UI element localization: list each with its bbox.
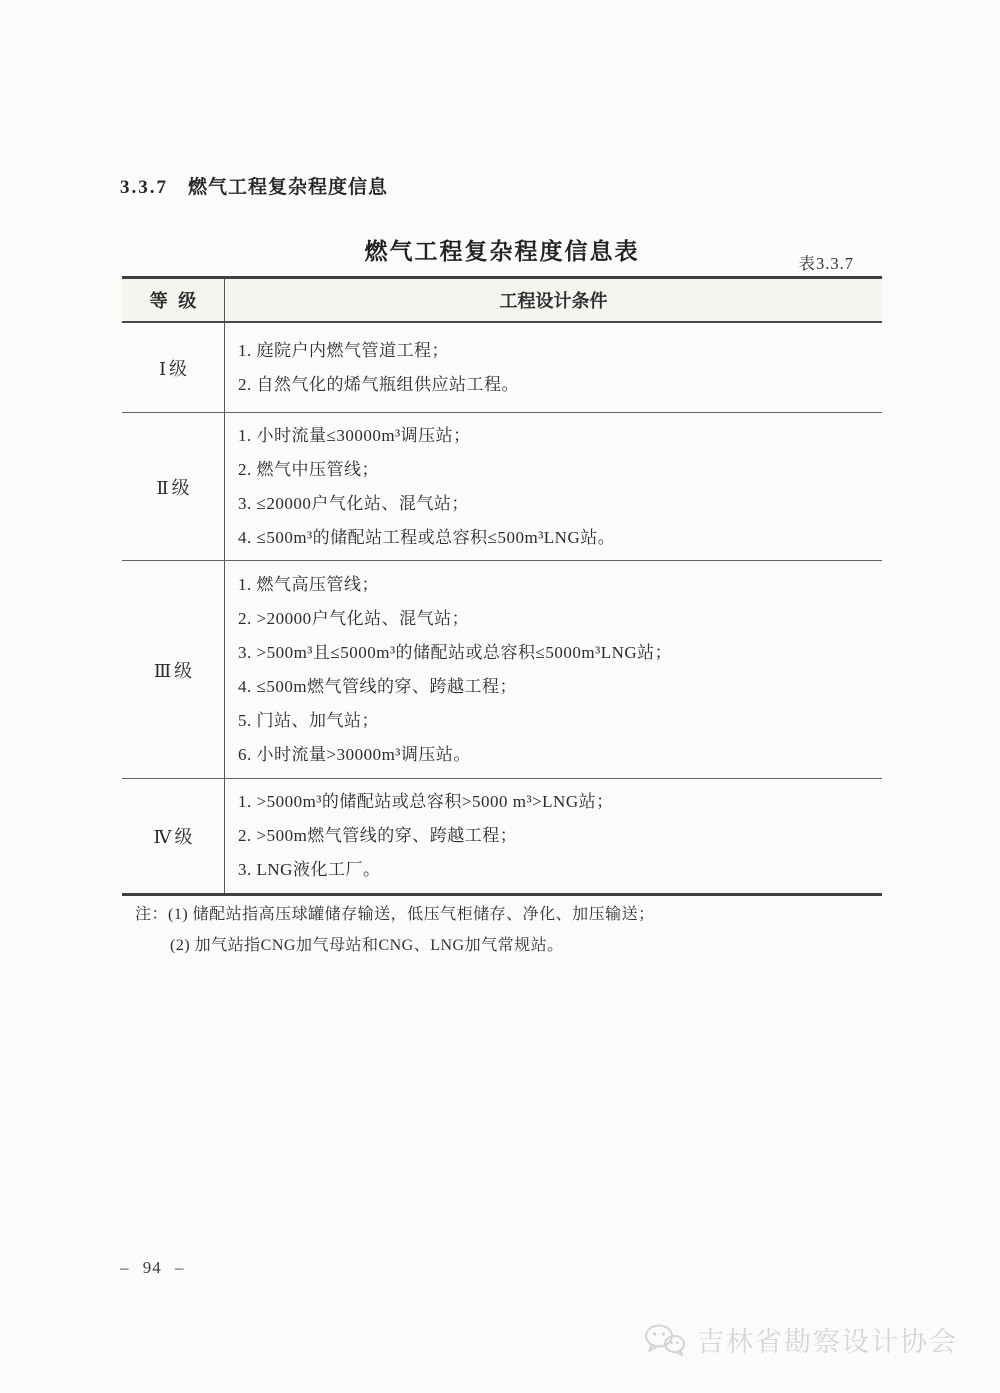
complexity-table bbox=[122, 276, 882, 896]
table-row-grade-3 bbox=[122, 561, 882, 779]
table-number-label: 表3.3.7 bbox=[798, 254, 854, 273]
watermark-text: 吉林省勘察设计协会 bbox=[697, 1327, 958, 1357]
condition-item: 1. 小时流量≤30000m³调压站； bbox=[238, 425, 471, 445]
condition-item: 3. LNG液化工厂。 bbox=[238, 860, 381, 879]
condition-item: 3. ≤20000户气化站、混气站； bbox=[238, 493, 469, 513]
condition-item: 1. 庭院户内燃气管道工程； bbox=[238, 340, 449, 360]
header-grade-cell: 等 级 bbox=[122, 279, 225, 321]
table-title: 燃气工程复杂程度信息表 bbox=[364, 238, 640, 264]
condition-item: 2. >500m燃气管线的穿、跨越工程； bbox=[238, 826, 518, 845]
note-line-1: 注：(1) 储配站指高压球罐储存输送，低压气柜储存、净化、加压输送； bbox=[135, 906, 655, 923]
conditions-cell bbox=[225, 561, 882, 778]
section-number: 3.3.7 bbox=[120, 177, 168, 198]
conditions-cell bbox=[225, 413, 882, 560]
publisher-watermark bbox=[643, 1320, 958, 1359]
note-line-2: (2) 加气站指CNG加气母站和CNG、LNG加气常规站。 bbox=[170, 937, 564, 954]
condition-item: 1. 燃气高压管线； bbox=[238, 574, 379, 594]
table-row-grade-4 bbox=[122, 779, 882, 893]
condition-item: 5. 门站、加气站； bbox=[238, 710, 379, 730]
grade-cell: Ⅱ级 bbox=[122, 413, 225, 560]
condition-item: 1. >5000m³的储配站或总容积>5000 m³>LNG站； bbox=[238, 792, 614, 811]
condition-item: 2. 燃气中压管线； bbox=[238, 459, 379, 479]
grade-cell: Ⅳ级 bbox=[122, 779, 225, 893]
condition-item: 4. ≤500m³的储配站工程或总容积≤500m³LNG站。 bbox=[238, 527, 616, 547]
conditions-cell bbox=[225, 779, 882, 893]
header-conditions-cell: 工程设计条件 bbox=[499, 291, 608, 311]
grade-cell: Ⅲ级 bbox=[122, 561, 225, 778]
table-row-grade-2 bbox=[122, 413, 882, 561]
table-notes bbox=[135, 899, 655, 961]
wechat-icon bbox=[643, 1323, 687, 1357]
section-title: 燃气工程复杂程度信息 bbox=[188, 177, 389, 198]
table-header-row bbox=[122, 279, 882, 323]
page-number: – 94 – bbox=[120, 1258, 185, 1277]
condition-item: 2. 自然气化的烯气瓶组供应站工程。 bbox=[238, 374, 519, 394]
grade-cell: Ⅰ级 bbox=[122, 323, 225, 412]
condition-item: 3. >500m³且≤5000m³的储配站或总容积≤5000m³LNG站； bbox=[238, 642, 673, 662]
section-heading bbox=[120, 172, 388, 199]
table-title-row bbox=[122, 233, 882, 275]
condition-item: 4. ≤500m燃气管线的穿、跨越工程； bbox=[238, 676, 518, 696]
conditions-cell bbox=[225, 323, 882, 412]
condition-item: 2. >20000户气化站、混气站； bbox=[238, 608, 470, 628]
condition-item: 6. 小时流量>30000m³调压站。 bbox=[238, 744, 471, 764]
table-row-grade-1 bbox=[122, 323, 882, 413]
